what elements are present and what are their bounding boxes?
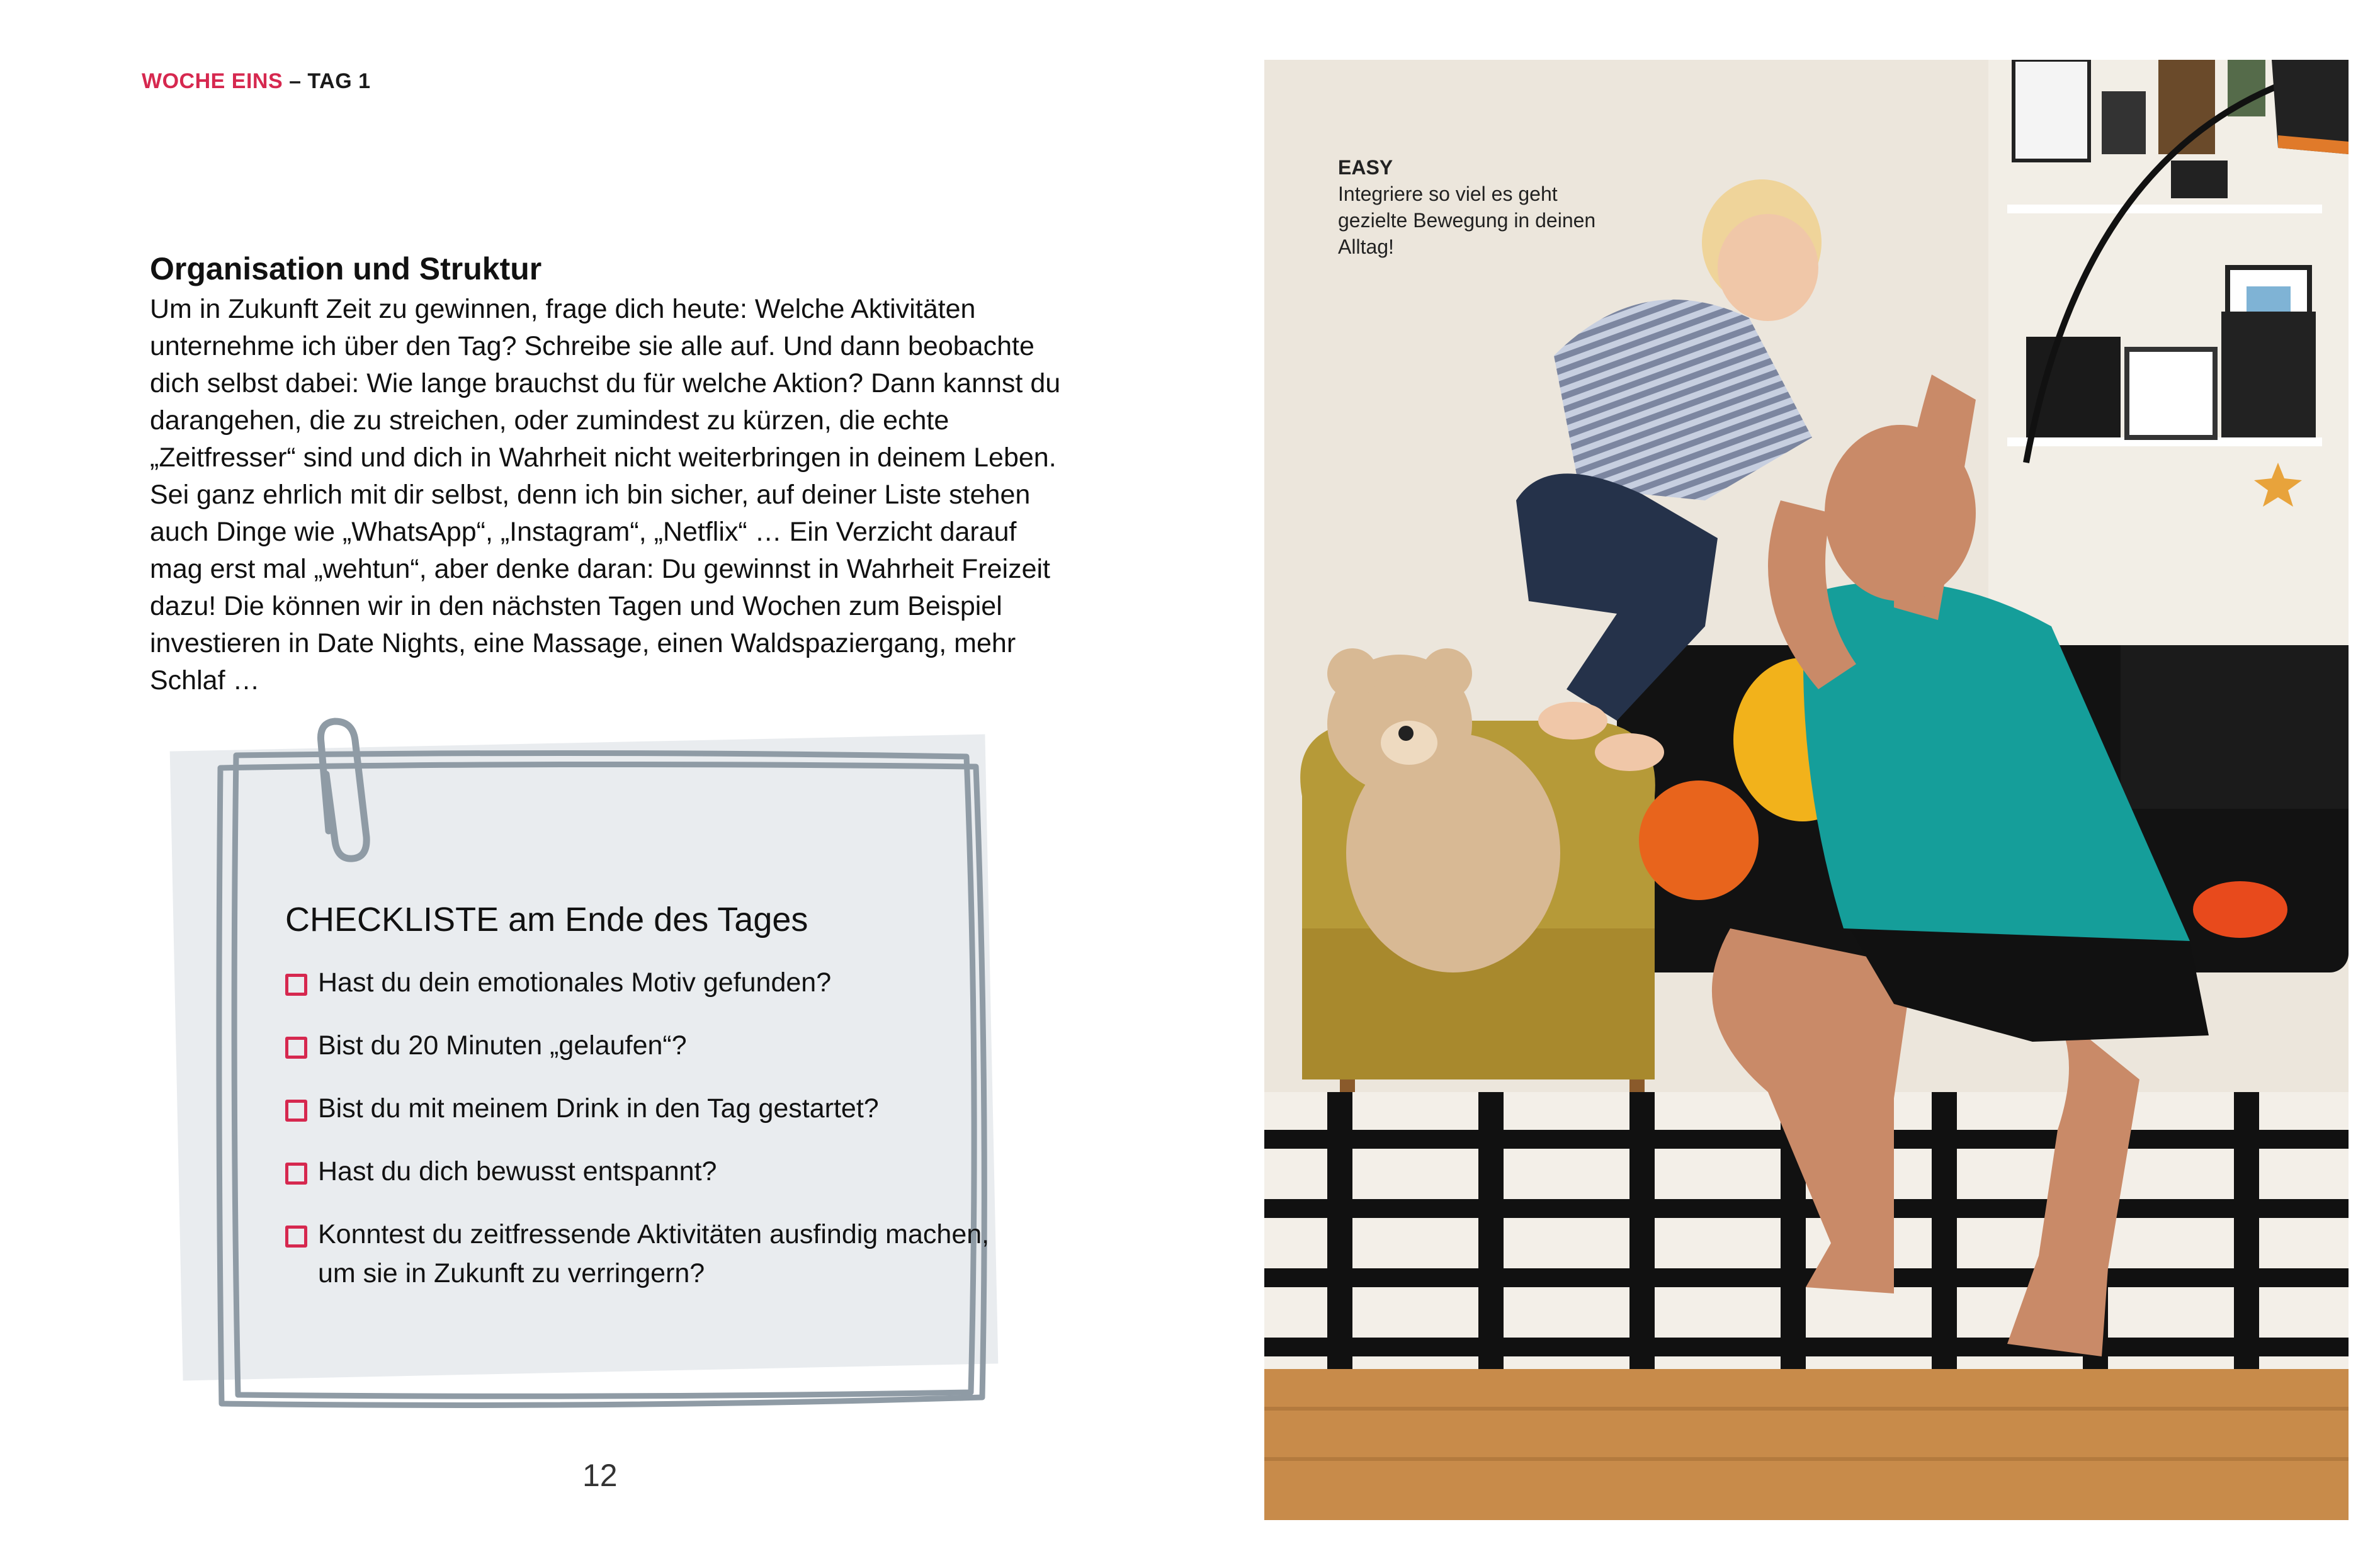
photo-caption-title: EASY bbox=[1338, 156, 1393, 179]
checkbox-icon[interactable] bbox=[285, 974, 307, 996]
page-number: 12 bbox=[582, 1458, 618, 1493]
checklist-item bbox=[285, 963, 990, 1002]
checklist-title: CHECKLISTE am Ende des Tages bbox=[285, 901, 808, 938]
checklist-item bbox=[285, 1026, 990, 1065]
checklist-item-label: Bist du 20 Minuten „gelaufen“? bbox=[318, 1030, 687, 1061]
checklist-item bbox=[285, 1089, 990, 1128]
checklist-item-label: Hast du dein emotionales Motiv gefunden? bbox=[318, 967, 832, 998]
checklist bbox=[285, 963, 990, 1317]
chapter-header bbox=[142, 69, 371, 94]
checkbox-icon[interactable] bbox=[285, 1226, 307, 1248]
chapter-header-week: WOCHE EINS bbox=[142, 69, 283, 93]
checklist-item bbox=[285, 1215, 990, 1293]
checklist-item-label: Hast du dich bewusst entspannt? bbox=[318, 1156, 717, 1186]
checklist-item bbox=[285, 1152, 990, 1191]
section-body: Um in Zukunft Zeit zu gewinnen, frage dich heute: Welche Aktivitäten unternehme ich über den Tag? Schreibe sie alle auf. Und dann beobachte dich selbst dabei: Wie lange brauchst du für welche Aktion? Dann kannst du darangehen, die zu streichen, oder zumindest zu kürzen, die echte „Zeitfresser“ sind und dich in Wahrheit nicht weiterbringen in deinem Leben. Sei ganz ehrlich mit dir selbst, denn ich bin sicher, auf deiner Liste stehen auch Dinge wie „WhatsApp“, „Instagram“, „Netflix“ … Ein Verzicht darauf mag erst mal „wehtun“, aber denke daran: Du gewinnst in Wahrheit Freizeit dazu! Die können wir in den nächsten Tagen und Wochen zum Beispiel investieren in Date Nights, eine Massage, einen Waldspaziergang, mehr Schlaf … bbox=[150, 294, 1061, 696]
photo-father-lifting-child bbox=[1264, 60, 2349, 1520]
checkbox-icon[interactable] bbox=[285, 1100, 307, 1122]
checklist-item-label: Konntest du zeitfressende Aktivitäten ausfindig machen, um sie in Zukunft zu verringern? bbox=[318, 1219, 990, 1288]
checklist-item-label: Bist du mit meinem Drink in den Tag gestartet? bbox=[318, 1093, 879, 1124]
photo-scene-icon bbox=[1264, 60, 2349, 1520]
photo-caption bbox=[1338, 154, 1602, 260]
checkbox-icon[interactable] bbox=[285, 1037, 307, 1059]
checkbox-icon[interactable] bbox=[285, 1163, 307, 1185]
chapter-header-day: – TAG 1 bbox=[283, 69, 371, 93]
section-title: Organisation und Struktur bbox=[150, 251, 542, 286]
photo-caption-text: Integriere so viel es geht gezielte Bewegung in deinen Alltag! bbox=[1338, 183, 1596, 258]
